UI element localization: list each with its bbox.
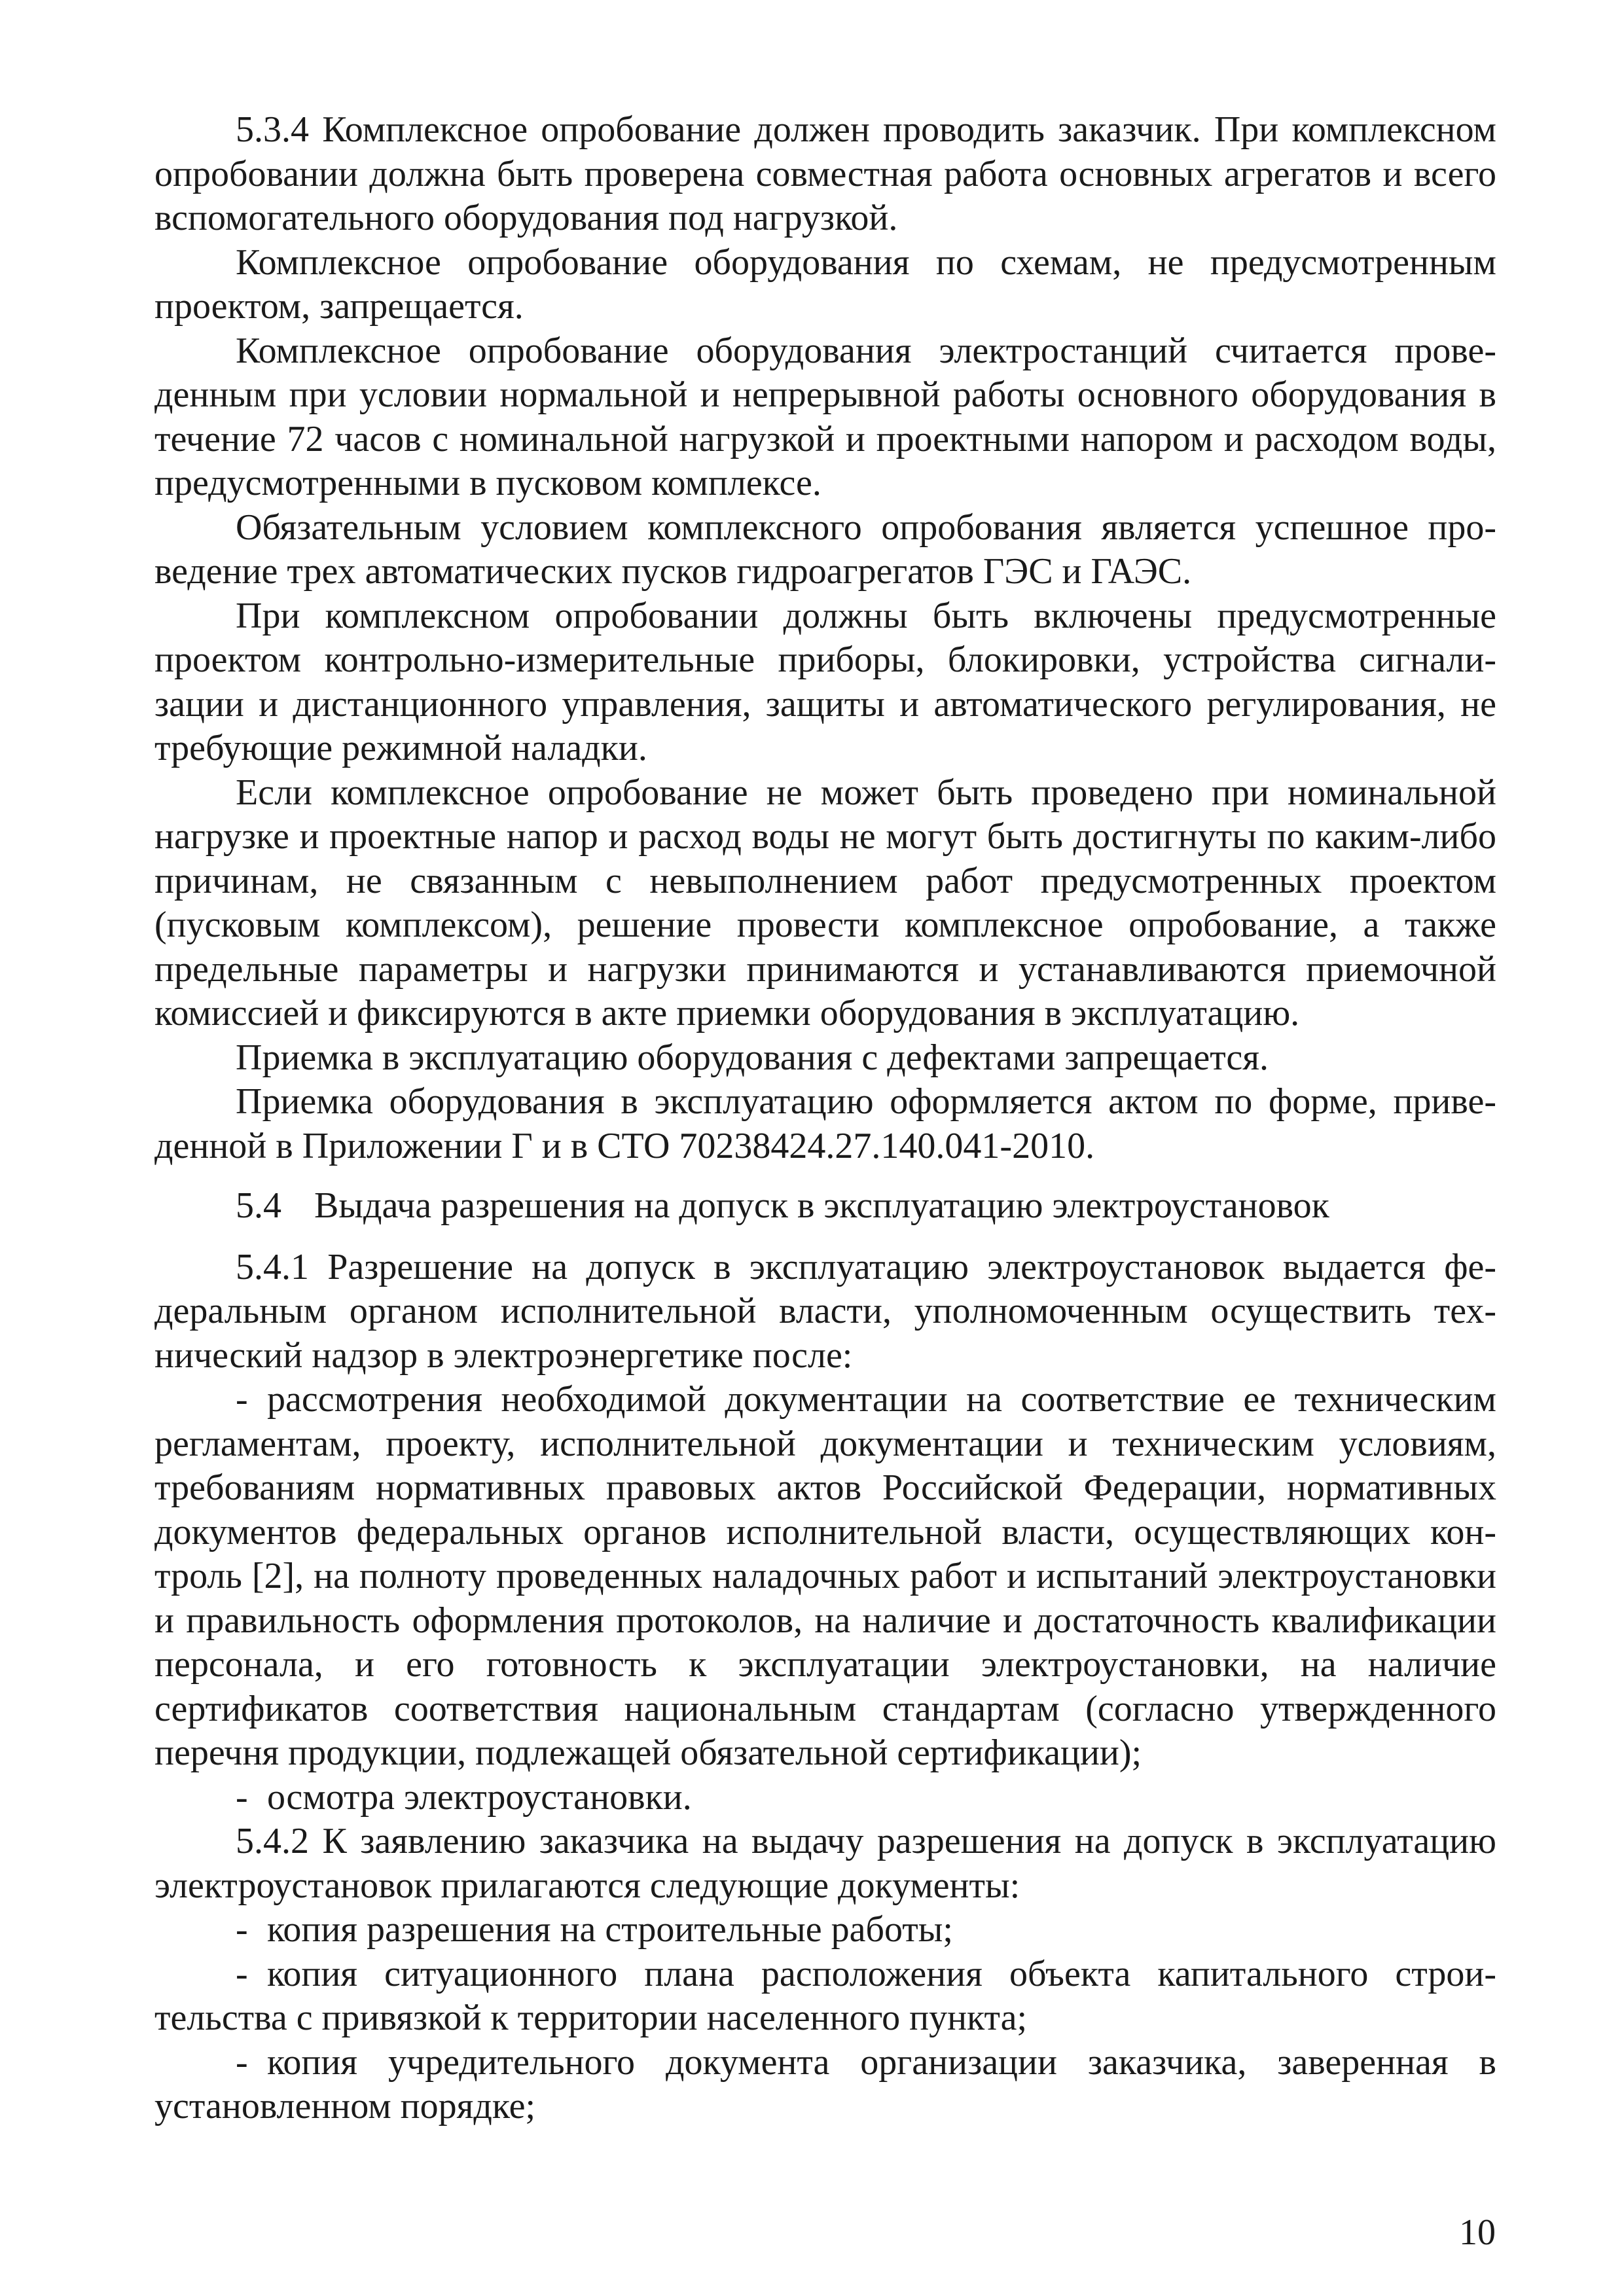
list-item	[154, 1908, 1496, 1952]
paragraph-5-3-4: 5.3.4 Комплексное опробование должен проводить заказчик. При комплексном опробовании должна быть проверена совместная работа основных агрегатов и всего вспомогательного оборудования под нагрузкой.	[154, 109, 1496, 238]
paragraph-automatic-starts: Обязательным условием комплексного опробования является успешное проведение трех автоматических пусков гидроагрегатов ГЭС и ГАЭС.	[154, 507, 1496, 592]
paragraph-5-4-1: 5.4.1 Разрешение на допуск в эксплуатацию электроустановок выдается федеральным органом исполнительной власти, уполномоченным осуществить технический надзор в электроэнергетике после:	[154, 1246, 1496, 1376]
list-dash: -	[236, 2041, 248, 2083]
document-page	[154, 108, 1496, 2129]
list-item-text: копия ситуационного плана расположения объекта капитального строительства с привязкой к территории населенного пункта;	[154, 1953, 1496, 2038]
page-number: 10	[1459, 2212, 1496, 2253]
paragraph-nominal-load: Если комплексное опробование не может быть проведено при номинальной нагрузке и проектные напор и расход воды не могут быть достигнуты по каким-либо причинам, не связанным с невыполнением работ предусмотренных проектом (пусковым комплексом), решение провести комплексное опробование, а также предельные параметры и нагрузки принимаются и устанавливаются приемочной комиссией и фиксируются в акте приемки оборудования в эксплуатацию.	[154, 772, 1496, 1033]
paragraph-72-hours: Комплексное опробование оборудования электростанций считается проведенным при условии нормальной и непрерывной работы основного оборудования в течение 72 часов с номинальной нагрузкой и проектными напором и расходом воды, предусмотренными в пусковом комплексе.	[154, 330, 1496, 503]
list-dash: -	[236, 1776, 248, 1818]
list-item-text: копия разрешения на строительные работы;	[267, 1909, 953, 1950]
paragraph-5-4-2: 5.4.2 К заявлению заказчика на выдачу разрешения на допуск в эксплуатацию электроустановок прилагаются следующие документы:	[154, 1821, 1496, 1906]
section-number: 5.4	[236, 1185, 281, 1226]
paragraph-defects-prohibited: Приемка в эксплуатацию оборудования с дефектами запрещается.	[236, 1037, 1269, 1078]
list-item-text: копия учредительного документа организации заказчика, заверенная в установленном порядке;	[154, 2041, 1496, 2126]
list-dash: -	[236, 1909, 248, 1950]
list-item-text: осмотра электроустановки.	[267, 1776, 692, 1818]
list-item	[154, 1952, 1496, 2041]
paragraph-acceptance-act: Приемка оборудования в эксплуатацию оформляется актом по форме, приведенной в Приложении Г и в СТО 70238424.27.140.041-2010.	[154, 1081, 1496, 1166]
paragraph-schemes-prohibited: Комплексное опробование оборудования по схемам, не предусмотренным проектом, запрещается.	[154, 242, 1496, 327]
list-item	[154, 1378, 1496, 1776]
list-item-text: рассмотрения необходимой документации на соответствие ее техническим регламентам, проекту, исполнительной документации и техническим условиям, требованиям нормативных правовых актов Российской Федерации, нормативных документов федеральных органов исполнительной власти, осуществляющих контроль [2], на полноту проведенных наладочных работ и испытаний электроустановки и правильность оформления протоколов, на наличие и достаточность квалификации персонала, и его готовность к эксплуатации электроустановки, на наличие сертификатов соответствия национальным стандартам (согласно утвержденного перечня продукции, подлежащей обязательной сертификации);	[154, 1379, 1496, 1773]
section-title: Выдача разрешения на допуск в эксплуатацию электроустановок	[314, 1185, 1329, 1226]
list-item	[154, 2041, 1496, 2129]
list-dash: -	[236, 1953, 248, 1994]
list-dash: -	[236, 1379, 248, 1420]
section-heading-5-4	[154, 1184, 1496, 1229]
list-item	[154, 1776, 1496, 1820]
paragraph-instruments: При комплексном опробовании должны быть включены предусмотренные проектом контрольно-измерительные приборы, блокировки, устройства сигнализации и дистанционного управления, защиты и автоматического регулирования, не требующие режимной наладки.	[154, 595, 1496, 768]
